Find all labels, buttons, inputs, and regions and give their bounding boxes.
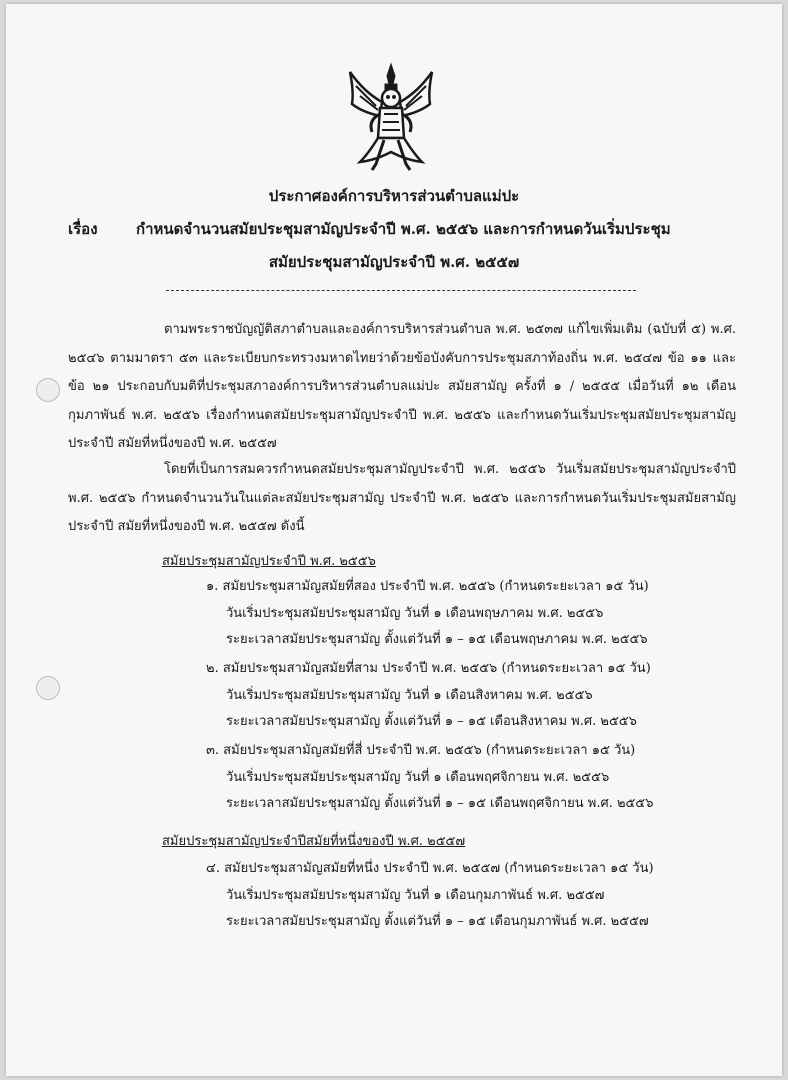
section-title-2557: สมัยประชุมสามัญประจำปีสมัยที่หนึ่งของปี พ.ศ. ๒๕๕๗ [162, 834, 466, 849]
session-heading: ๔. สมัยประชุมสามัญสมัยที่หนึ่ง ประจำปี พ.ศ. ๒๕๕๗ (กำหนดระยะเวลา ๑๕ วัน) [206, 861, 654, 876]
session-heading: ๑. สมัยประชุมสามัญสมัยที่สอง ประจำปี พ.ศ. ๒๕๕๖ (กำหนดระยะเวลา ๑๕ วัน) [206, 579, 649, 594]
subject-text-line1: กำหนดจำนวนสมัยประชุมสามัญประจำปี พ.ศ. ๒๕๕๖ และการกำหนดวันเริ่มประชุม [136, 220, 671, 238]
session-start-date: วันเริ่มประชุมสมัยประชุมสามัญ วันที่ ๑ เดือนพฤษภาคม พ.ศ. ๒๕๕๖ [226, 605, 604, 621]
garuda-emblem-icon [346, 62, 436, 172]
subject-line [68, 217, 671, 241]
session-period: ระยะเวลาสมัยประชุมสามัญ ตั้งแต่วันที่ ๑ – ๑๕ เดือนกุมภาพันธ์ พ.ศ. ๒๕๕๗ [226, 914, 649, 929]
paragraph-text: ตามพระราชบัญญัติสภาตำบลและองค์การบริหารส่วนตำบล พ.ศ. ๒๕๓๗ แก้ไขเพิ่มเติม (ฉบับที่ ๕) พ.ศ. ๒๕๔๖ ตามมาตรา ๕๓ และระเบียบกระทรวงมหาดไทยว่าด้วยข้อบังคับการประชุมสภาท้องถิ่น พ.ศ. ๒๕๔๗ ข้อ ๑๑ และข้อ ๒๑ ประกอบกับมติที่ประชุมสภาองค์การบริหารส่วนตำบลแม่ปะ สมัยสามัญ ครั้งที่ ๑ / ๒๕๕๕ เมื่อวันที่ ๑๒ เดือนกุมภาพันธ์ พ.ศ. ๒๕๕๖ เรื่องกำหนดสมัยประชุมสามัญประจำปี พ.ศ. ๒๕๕๖ และกำหนดวันเริ่มประชุมสมัยประชุมสามัญประจำปี สมัยที่หนึ่งของปี พ.ศ. ๒๕๕๗ [68, 322, 736, 451]
session-item [206, 738, 726, 818]
body-paragraph-2 [68, 456, 736, 542]
punch-hole [36, 378, 60, 402]
document-title: ประกาศองค์การบริหารส่วนตำบลแม่ปะ [268, 187, 520, 205]
punch-hole [36, 676, 60, 700]
session-heading: ๒. สมัยประชุมสามัญสมัยที่สาม ประจำปี พ.ศ. ๒๕๕๖ (กำหนดระยะเวลา ๑๕ วัน) [206, 661, 651, 676]
session-item [206, 574, 726, 654]
subject-label: เรื่อง [68, 220, 98, 238]
session-item [206, 856, 726, 936]
paragraph-text: โดยที่เป็นการสมควรกำหนดสมัยประชุมสามัญประจำปี พ.ศ. ๒๕๕๖ วันเริ่มสมัยประชุมสามัญประจำปี พ.ศ. ๒๕๕๖ กำหนดจำนวนวันในแต่ละสมัยประชุมสามัญ ประจำปี พ.ศ. ๒๕๕๖ และการกำหนดวันเริ่มประชุมสมัยสามัญประจำปี สมัยที่หนึ่งของปี พ.ศ. ๒๕๕๗ ดังนี้ [68, 462, 736, 534]
subject-text-line2: สมัยประชุมสามัญประจำปี พ.ศ. ๒๕๕๗ [268, 253, 520, 271]
session-start-date: วันเริ่มประชุมสมัยประชุมสามัญ วันที่ ๑ เดือนพฤศจิกายน พ.ศ. ๒๕๕๖ [226, 769, 610, 785]
session-heading: ๓. สมัยประชุมสามัญสมัยที่สี่ ประจำปี พ.ศ. ๒๕๕๖ (กำหนดระยะเวลา ๑๕ วัน) [206, 743, 636, 758]
dashed-divider [166, 290, 636, 291]
session-item [206, 656, 726, 736]
document-page [6, 4, 782, 1076]
session-period: ระยะเวลาสมัยประชุมสามัญ ตั้งแต่วันที่ ๑ – ๑๕ เดือนสิงหาคม พ.ศ. ๒๕๕๖ [226, 714, 637, 729]
session-start-date: วันเริ่มประชุมสมัยประชุมสามัญ วันที่ ๑ เดือนสิงหาคม พ.ศ. ๒๕๕๖ [226, 687, 593, 703]
session-period: ระยะเวลาสมัยประชุมสามัญ ตั้งแต่วันที่ ๑ – ๑๕ เดือนพฤษภาคม พ.ศ. ๒๕๕๖ [226, 632, 648, 647]
body-paragraph-1 [68, 316, 736, 459]
session-start-date: วันเริ่มประชุมสมัยประชุมสามัญ วันที่ ๑ เดือนกุมภาพันธ์ พ.ศ. ๒๕๕๗ [226, 887, 605, 903]
section-title-2556: สมัยประชุมสามัญประจำปี พ.ศ. ๒๕๕๖ [162, 554, 376, 569]
session-period: ระยะเวลาสมัยประชุมสามัญ ตั้งแต่วันที่ ๑ – ๑๕ เดือนพฤศจิกายน พ.ศ. ๒๕๕๖ [226, 796, 654, 811]
